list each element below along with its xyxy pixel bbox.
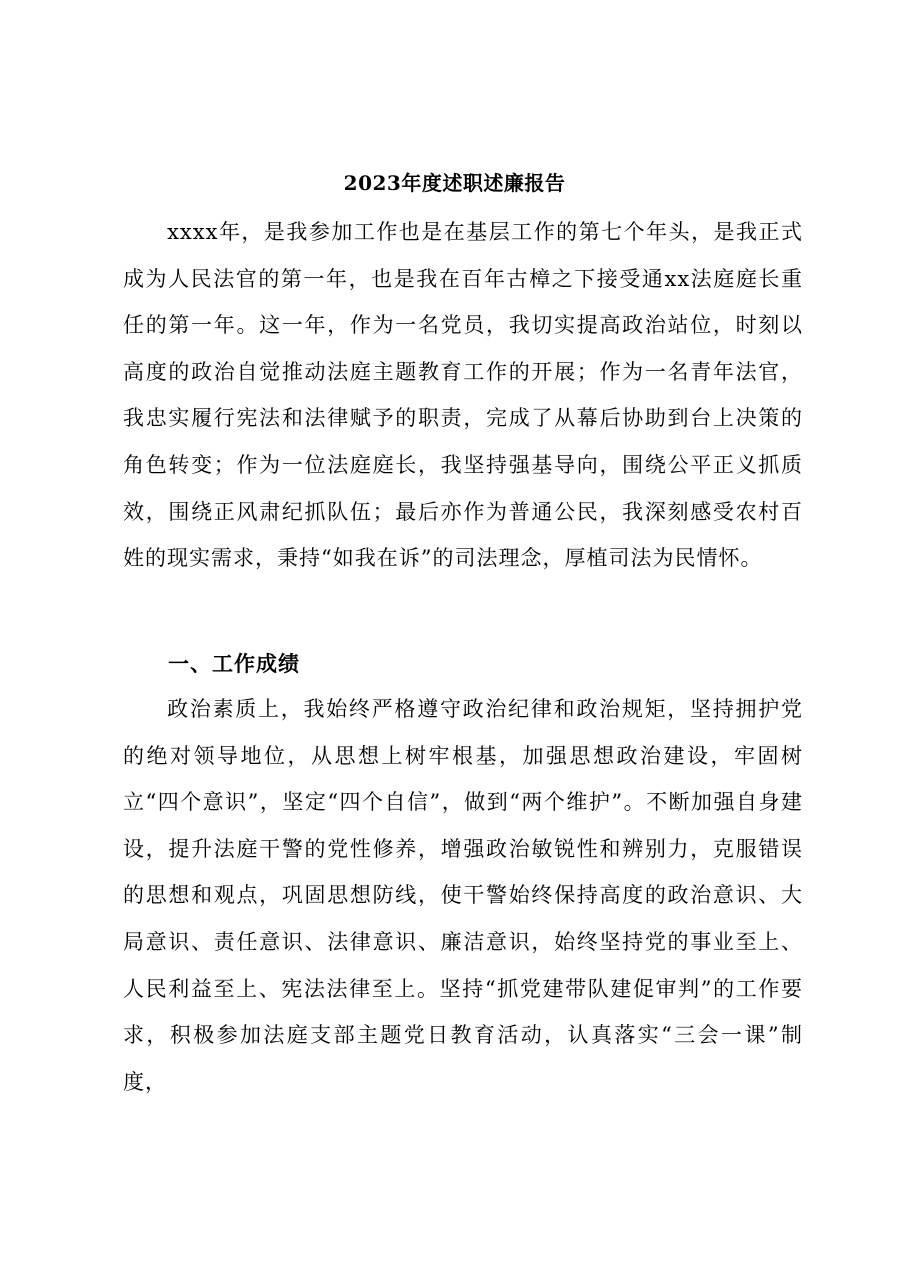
section-heading: 一、工作成绩: [168, 652, 300, 676]
political-quality-paragraph: 政治素质上，我始终严格遵守政治纪律和政治规矩，坚持拥护党的绝对领导地位，从思想上树牢根基，加强思想政治建设，牢固树立“四个意识”，坚定“四个自信”，做到“两个维护”。不断加强自身建设，提升法庭干警的党性修养，增强政治敏锐性和辨别力，克服错误的思想和观点，巩固思想防线，使干警始终保持高度的政治意识、大局意识、责任意识、法律意识、廉洁意识，始终坚持党的事业至上、人民利益至上、宪法法律至上。坚持“抓党建带队建促审判”的工作要求，积极参加法庭支部主题党日教育活动，认真落实“三会一课”制度，: [123, 697, 803, 1094]
document-title: 2023年度述职述廉报告: [343, 171, 566, 195]
intro-paragraph: xxxx年，是我参加工作也是在基层工作的第七个年头，是我正式成为人民法官的第一年，也是我在百年古樟之下接受通xx法庭庭长重任的第一年。这一年，作为一名党员，我切实提高政治站位，时刻以高度的政治自觉推动法庭主题教育工作的开展；作为一名青年法官，我忠实履行宪法和法律赋予的职责，完成了从幕后协助到台上决策的角色转变；作为一位法庭庭长，我坚持强基导向，围绕公平正义抓质效，围绕正风肃纪抓队伍；最后亦作为普通公民，我深刻感受农村百姓的现实需求，秉持“如我在诉”的司法理念，厚植司法为民情怀。: [123, 220, 803, 571]
